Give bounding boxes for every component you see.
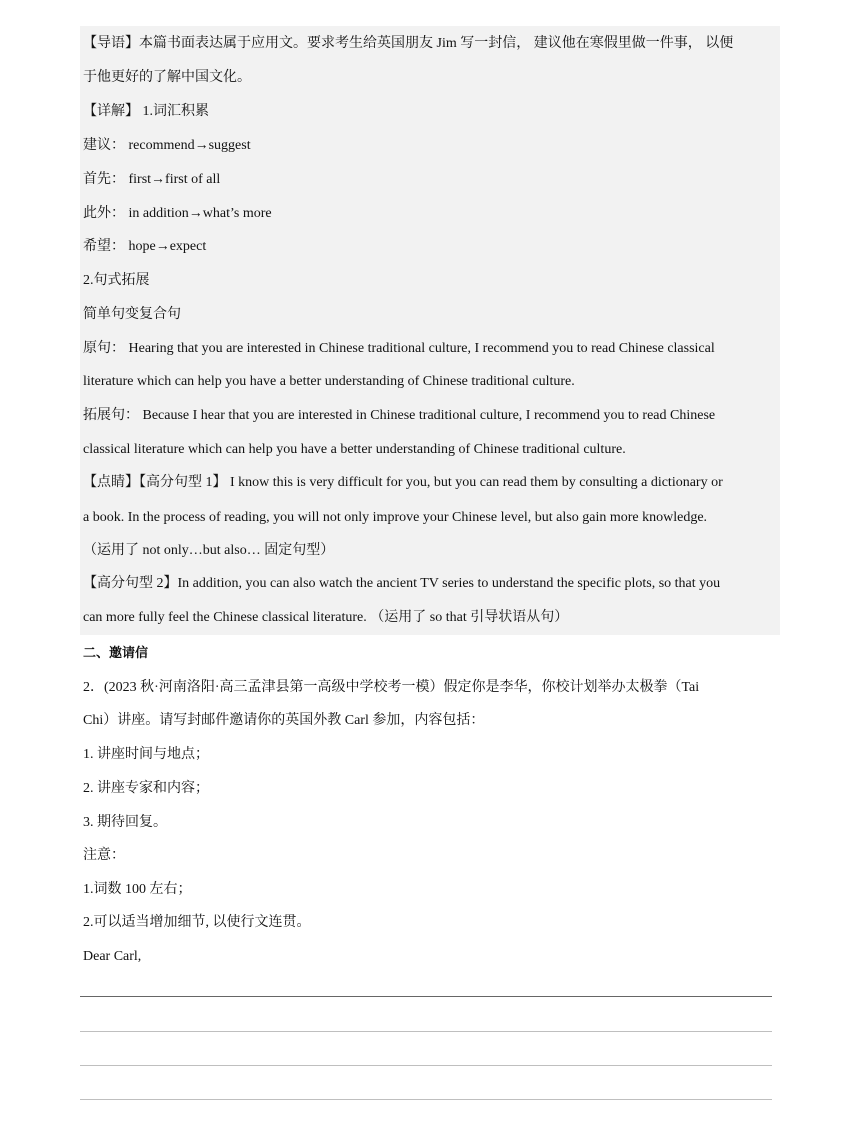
- analysis-line: 原句： Hearing that you are interested in Chinese traditional culture, I recommend you to read Chinese classical: [83, 341, 715, 356]
- writing-line: [80, 1065, 772, 1066]
- question-line: 1.词数 100 左右；: [83, 882, 192, 897]
- writing-line: [80, 1031, 772, 1032]
- analysis-line: 建议： recommend→suggest: [83, 138, 251, 153]
- analysis-line: 【详解】 1.词汇积累: [83, 104, 209, 119]
- analysis-line: 【导语】本篇书面表达属于应用文。要求考生给英国朋友 Jim 写一封信， 建议他在寒假里做一件事， 以便: [83, 36, 734, 51]
- analysis-line: 简单句变复合句: [83, 307, 181, 322]
- question-line: 2.可以适当增加细节, 以使行文连贯。: [83, 915, 311, 930]
- writing-line: [80, 996, 772, 997]
- writing-line: [80, 1099, 772, 1100]
- analysis-line: classical literature which can help you have a better understanding of Chinese traditional culture.: [83, 442, 626, 457]
- salutation: Dear Carl,: [83, 949, 142, 964]
- question-line: 3. 期待回复。: [83, 815, 167, 830]
- analysis-line: 首先： first→first of all: [83, 172, 221, 187]
- question-line: 2. 讲座专家和内容；: [83, 781, 209, 796]
- section-heading: 二、邀请信: [83, 646, 149, 661]
- question-line: 注意：: [83, 848, 125, 863]
- question-line: 1. 讲座时间与地点；: [83, 747, 209, 762]
- analysis-line: a book. In the process of reading, you will not only improve your Chinese level, but also gain more knowledge.: [83, 510, 708, 525]
- question-line: Chi）讲座。请写封邮件邀请你的英国外教 Carl 参加，内容包括：: [83, 713, 485, 728]
- analysis-line: 【高分句型 2】In addition, you can also watch the ancient TV series to understand the specific plots, so that you: [83, 576, 721, 591]
- analysis-line: 此外： in addition→what’s more: [83, 206, 272, 221]
- analysis-line: 于他更好的了解中国文化。: [83, 70, 251, 85]
- analysis-line: literature which can help you have a better understanding of Chinese traditional culture.: [83, 374, 575, 389]
- analysis-line: 2.句式拓展: [83, 273, 150, 288]
- analysis-line: 拓展句： Because I hear that you are interested in Chinese traditional culture, I recommend you to read Chinese: [83, 408, 716, 423]
- analysis-line: 【点睛】【高分句型 1】 I know this is very difficult for you, but you can read them by consulting a dictionary or: [83, 475, 723, 490]
- analysis-line: 希望： hope→expect: [83, 239, 207, 254]
- analysis-line: （运用了 not only…but also… 固定句型）: [83, 543, 335, 558]
- question-line: 2．(2023 秋·河南洛阳·高三孟津县第一高级中学校考一模）假定你是李华，你校计划举办太极拳（Tai: [83, 680, 700, 695]
- analysis-line: can more fully feel the Chinese classical literature. （运用了 so that 引导状语从句）: [83, 610, 569, 625]
